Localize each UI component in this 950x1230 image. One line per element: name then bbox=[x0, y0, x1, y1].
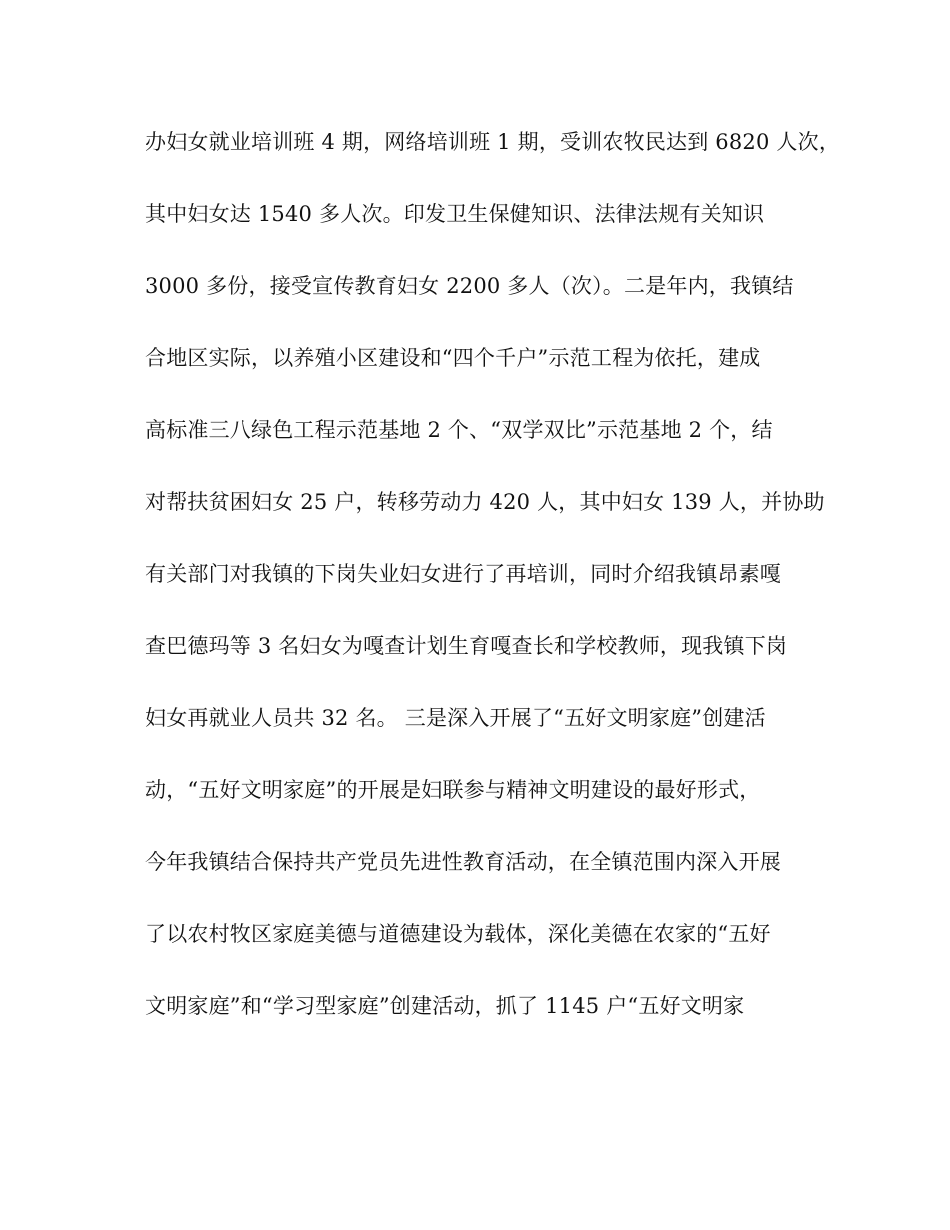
text-line: 其中妇女达 1540 多人次。印发卫生保健知识、法律法规有关知识 bbox=[145, 202, 765, 226]
text-line: 合地区实际，以养殖小区建设和“四个千户”示范工程为依托，建成 bbox=[145, 346, 761, 370]
text-line: 动，“五好文明家庭”的开展是妇联参与精神文明建设的最好形式， bbox=[145, 778, 761, 802]
text-line: 办妇女就业培训班 4 期，网络培训班 1 期，受训农牧民达到 6820 人次， bbox=[145, 130, 841, 154]
text-line: 高标准三八绿色工程示范基地 2 个、“双学双比”示范基地 2 个，结 bbox=[145, 418, 773, 442]
text-line: 有关部门对我镇的下岗失业妇女进行了再培训，同时介绍我镇昂素嘎 bbox=[145, 562, 781, 586]
text-line: 对帮扶贫困妇女 25 户，转移劳动力 420 人，其中妇女 139 人，并协助 bbox=[145, 490, 825, 514]
text-line: 今年我镇结合保持共产党员先进性教育活动，在全镇范围内深入开展 bbox=[145, 850, 781, 874]
text-line: 了以农村牧区家庭美德与道德建设为载体，深化美德在农家的“五好 bbox=[145, 922, 771, 946]
text-line: 文明家庭”和“学习型家庭”创建活动，抓了 1145 户“五好文明家 bbox=[145, 994, 745, 1018]
text-line: 妇女再就业人员共 32 名。 三是深入开展了“五好文明家庭”创建活 bbox=[145, 706, 766, 730]
text-line: 查巴德玛等 3 名妇女为嘎查计划生育嘎查长和学校教师，现我镇下岗 bbox=[145, 634, 788, 658]
body-text bbox=[145, 126, 841, 1062]
text-line: 3000 多份，接受宣传教育妇女 2200 多人（次）。二是年内，我镇结 bbox=[145, 274, 794, 298]
